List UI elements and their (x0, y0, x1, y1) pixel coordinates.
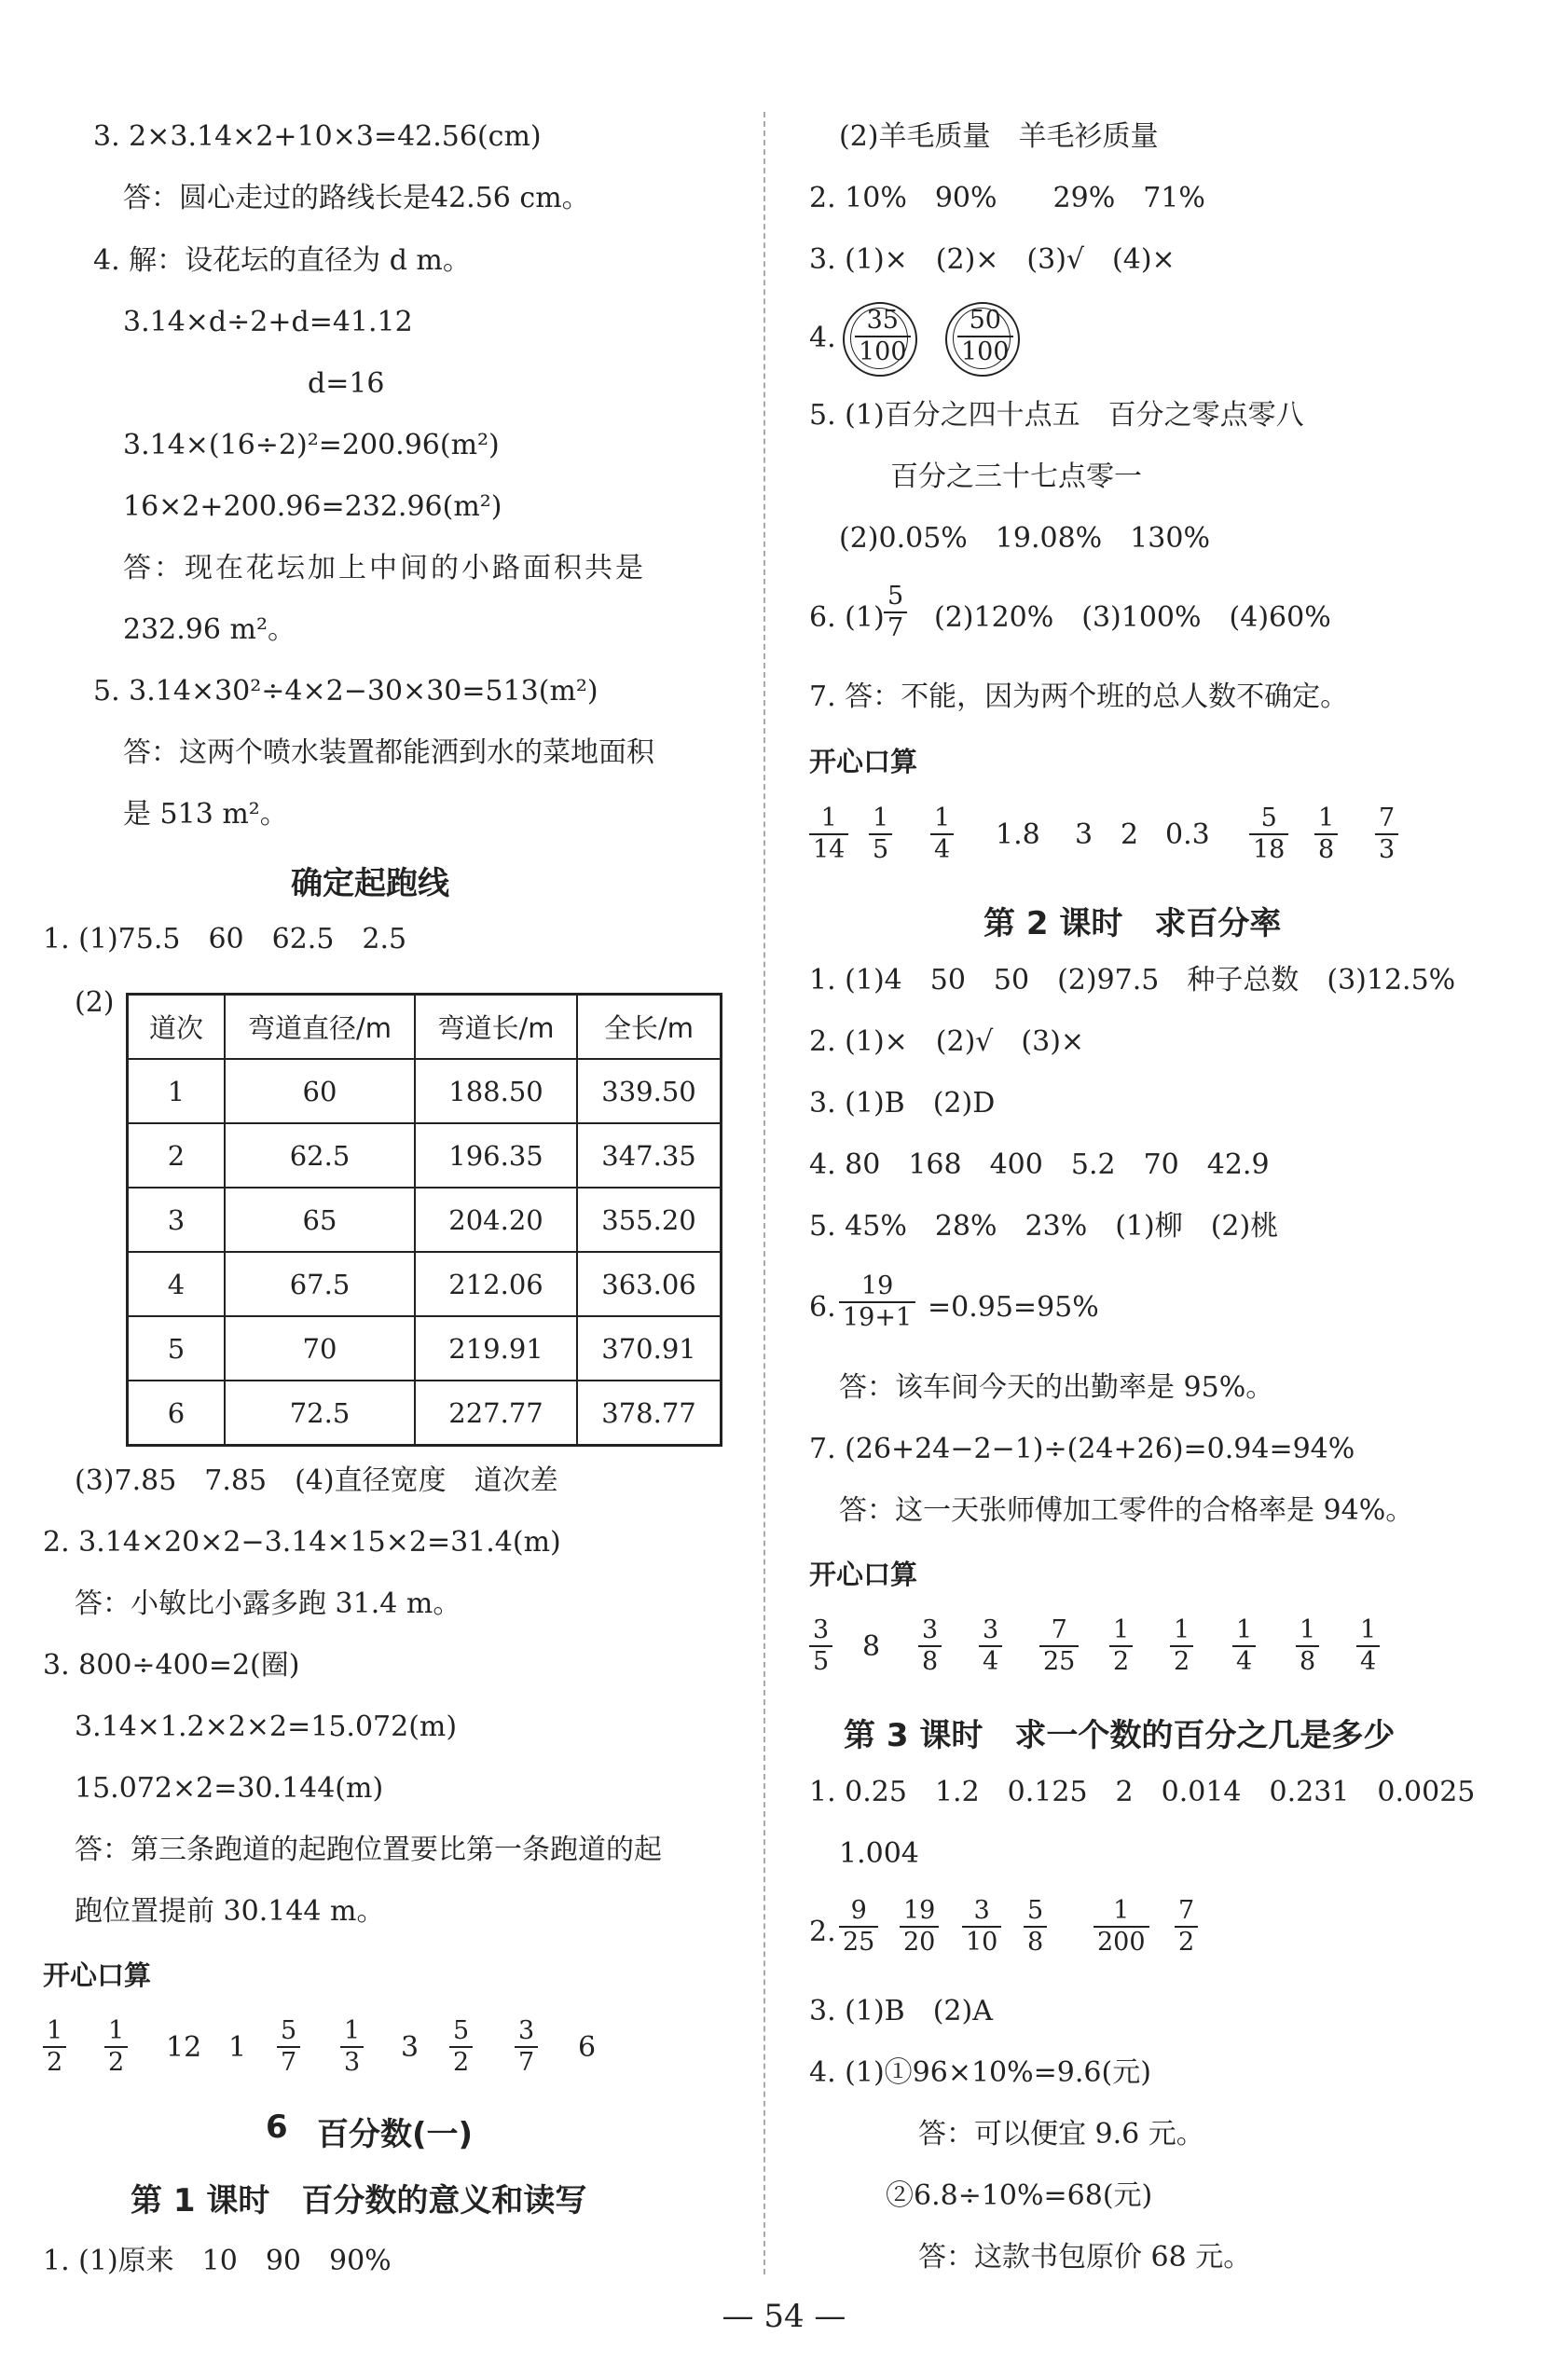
table-row (128, 1316, 722, 1381)
number: 6 (578, 2031, 597, 2064)
number: 2 (1121, 818, 1139, 851)
table-cell: 62.5 (225, 1123, 415, 1188)
fraction: $\frac{1}{200}$ (1093, 1896, 1149, 1958)
table-cell: 227.77 (415, 1381, 577, 1446)
table-cell: 363.06 (577, 1252, 722, 1316)
table-cell: 219.91 (415, 1316, 577, 1381)
table-cell: 4 (128, 1252, 226, 1316)
s6-prefix: 6. (809, 1291, 836, 1324)
left-line-7: 16×2+200.96=232.96(m²) (123, 490, 502, 523)
chapter-title: 百分数(一) (317, 2116, 474, 2153)
t1-line: 1. 0.25 1.2 0.125 2 0.014 0.231 0.0025 (809, 1776, 1476, 1808)
fraction: $\frac{1}{4}$ (930, 804, 954, 865)
s6-rest: =0.95=95% (928, 1291, 1099, 1324)
right-line-2: 2. 10% 90% 29% 71% (809, 182, 1205, 214)
s7-answer: 答：这一天张师傅加工零件的合格率是 94%。 (839, 1494, 1414, 1527)
fraction: $\frac{19}{19+1}$ (839, 1271, 915, 1333)
table-cell: 355.20 (577, 1188, 722, 1252)
q1-part2-label: (2) (75, 986, 115, 1019)
s5-line: 5. 45% 28% 23% (1)柳 (2)桃 (809, 1210, 1279, 1243)
mental-math-title: 开心口算 (809, 1559, 918, 1590)
fraction: $\frac{19}{20}$ (900, 1896, 939, 1958)
table-cell: 212.06 (415, 1252, 577, 1316)
track-table (126, 993, 722, 1447)
t4-line-2: ②6.8÷10%=68(元) (886, 2179, 1153, 2212)
q1-line: 1. (1)75.5 60 62.5 2.5 (43, 923, 407, 955)
table-cell: 204.20 (415, 1188, 577, 1252)
fraction: $\frac{5}{7}$ (277, 2016, 300, 2078)
table-cell: 3 (128, 1188, 226, 1252)
right-q5-line-3: (2)0.05% 19.08% 130% (839, 522, 1210, 555)
table-cell: 347.35 (577, 1123, 722, 1188)
left-line-2: 答：圆心走过的路线长是42.56 cm。 (123, 182, 590, 214)
page-number: — 54 — (722, 2298, 846, 2335)
lesson-3-title: 第 3 课时 求一个数的百分之几是多少 (844, 1717, 1396, 1754)
circled-fraction-value: $\frac{35}{100}$ (855, 306, 911, 367)
table-cell: 378.77 (577, 1381, 722, 1446)
table-cell: 370.91 (577, 1316, 722, 1381)
right-q6-prefix: 6. (1) (809, 601, 885, 634)
table-row (128, 1188, 722, 1252)
q3-line-3: 15.072×2=30.144(m) (75, 1772, 384, 1805)
number: 0.3 (1165, 818, 1210, 851)
fraction: $\frac{1}{2}$ (43, 2016, 66, 2078)
left-line-11: 答：这两个喷水装置都能洒到水的菜地面积 (123, 736, 654, 769)
circled-fraction-value: $\frac{50}{100}$ (957, 306, 1013, 367)
s1-line: 1. (1)4 50 50 (2)97.5 种子总数 (3)12.5% (809, 964, 1456, 996)
number: 3 (1075, 818, 1093, 851)
mental-math-title: 开心口算 (809, 746, 918, 777)
mental-math-title: 开心口算 (43, 1959, 152, 1991)
table-row (128, 1059, 722, 1123)
left-line-5: d=16 (308, 367, 385, 400)
table-cell: 6 (128, 1381, 226, 1446)
s7-line: 7. (26+24−2−1)÷(24+26)=0.94=94% (809, 1433, 1355, 1465)
t1-line-2: 1.004 (839, 1837, 919, 1870)
left-line-9: 232.96 m²。 (123, 613, 296, 646)
table-cell: 70 (225, 1316, 415, 1381)
lesson-1-title: 第 1 课时 百分数的意义和读写 (131, 2182, 587, 2219)
fraction: $\frac{5}{7}$ (884, 582, 907, 643)
table-cell: 60 (225, 1059, 415, 1123)
left-line-1: 3. 2×3.14×2+10×3=42.56(cm) (93, 120, 542, 153)
fraction: $\frac{1}{4}$ (1232, 1615, 1256, 1677)
fraction: $\frac{1}{3}$ (340, 2016, 364, 2078)
fraction: $\frac{5}{18}$ (1249, 804, 1288, 865)
table-cell: 5 (128, 1316, 226, 1381)
number: 12 (166, 2031, 202, 2064)
table-cell: 339.50 (577, 1059, 722, 1123)
table-cell: 65 (225, 1188, 415, 1252)
left-line-3: 4. 解：设花坛的直径为 d m。 (93, 244, 471, 277)
lesson-2-title: 第 2 课时 求百分率 (983, 905, 1282, 942)
fraction: $\frac{7}{3}$ (1375, 804, 1398, 865)
table-row (128, 1123, 722, 1188)
fraction: $\frac{1}{2}$ (1109, 1615, 1133, 1677)
table-header: 全长/m (577, 995, 722, 1060)
fraction: $\frac{9}{25}$ (839, 1896, 878, 1958)
right-line-3: 3. (1)× (2)× (3)√ (4)× (809, 243, 1176, 276)
t4-answer-2: 答：这款书包原价 68 元。 (918, 2241, 1252, 2274)
table-cell: 67.5 (225, 1252, 415, 1316)
fraction: $\frac{1}{5}$ (869, 804, 892, 865)
table-header: 弯道直径/m (225, 995, 415, 1060)
table-header: 弯道长/m (415, 995, 577, 1060)
q3-line-5: 跑位置提前 30.144 m。 (75, 1895, 385, 1928)
left-line-6: 3.14×(16÷2)²=200.96(m²) (123, 429, 500, 461)
q2-line: 2. 3.14×20×2−3.14×15×2=31.4(m) (43, 1526, 561, 1559)
fraction: $\frac{1}{8}$ (1314, 804, 1338, 865)
number: 1 (228, 2031, 247, 2064)
right-q7: 7. 答：不能，因为两个班的总人数不确定。 (809, 680, 1349, 713)
fraction: $\frac{7}{2}$ (1175, 1896, 1198, 1958)
table-row (128, 1381, 722, 1446)
s4-line: 4. 80 168 400 5.2 70 42.9 (809, 1148, 1270, 1181)
fraction: $\frac{3}{10}$ (962, 1896, 1001, 1958)
fraction: $\frac{1}{4}$ (1356, 1615, 1380, 1677)
left-line-8: 答：现在花坛加上中间的小路面积共是 (123, 552, 646, 584)
table-cell: 2 (128, 1123, 226, 1188)
t4-answer-1: 答：可以便宜 9.6 元。 (918, 2118, 1204, 2150)
table-cell: 72.5 (225, 1381, 415, 1446)
table-cell: 196.35 (415, 1123, 577, 1188)
fraction: $\frac{5}{8}$ (1024, 1896, 1047, 1958)
left-last-line: 1. (1)原来 10 90 90% (43, 2245, 392, 2277)
left-line-10: 5. 3.14×30²÷4×2−30×30=513(m²) (93, 675, 598, 708)
q1-part3: (3)7.85 7.85 (4)直径宽度 道次差 (75, 1464, 558, 1497)
fraction: $\frac{1}{2}$ (104, 2016, 128, 2078)
fraction: $\frac{1}{14}$ (809, 804, 848, 865)
t2-label: 2. (809, 1916, 836, 1948)
q3-line: 3. 800÷400=2(圈) (43, 1649, 300, 1682)
fraction: $\frac{5}{2}$ (449, 2016, 473, 2078)
q2-answer: 答：小敏比小露多跑 31.4 m。 (75, 1587, 461, 1620)
s6-answer: 答：该车间今天的出勤率是 95%。 (839, 1371, 1274, 1404)
column-divider (763, 112, 765, 2274)
number: 1.8 (996, 818, 1040, 851)
fraction: $\frac{7}{25}$ (1039, 1615, 1079, 1677)
fraction: $\frac{1}{2}$ (1170, 1615, 1193, 1677)
fraction: $\frac{3}{4}$ (979, 1615, 1002, 1677)
right-q5-line-2: 百分之三十七点零一 (890, 460, 1142, 493)
q3-line-4: 答：第三条跑道的起跑位置要比第一条跑道的起 (75, 1834, 662, 1866)
table-cell: 1 (128, 1059, 226, 1123)
number: 8 (862, 1630, 881, 1663)
table-cell: 188.50 (415, 1059, 577, 1123)
left-line-4: 3.14×d÷2+d=41.12 (123, 306, 413, 338)
fraction: $\frac{3}{7}$ (515, 2016, 538, 2078)
s2-line: 2. (1)× (2)√ (3)× (809, 1025, 1085, 1058)
fraction: $\frac{3}{5}$ (809, 1615, 832, 1677)
right-line-1: (2)羊毛质量 羊毛衫质量 (839, 120, 1159, 153)
t4-line: 4. (1)①96×10%=9.6(元) (809, 2056, 1151, 2089)
fraction: $\frac{3}{8}$ (918, 1615, 942, 1677)
t3-line: 3. (1)B (2)A (809, 1995, 993, 2027)
right-q5-line-1: 5. (1)百分之四十点五 百分之零点零八 (809, 399, 1304, 432)
fraction: $\frac{1}{8}$ (1296, 1615, 1319, 1677)
number: 3 (401, 2031, 420, 2064)
section-title: 确定起跑线 (291, 865, 449, 902)
chapter-number: 6 (266, 2109, 288, 2146)
left-line-12: 是 513 m²。 (123, 798, 288, 831)
right-q4-label: 4. (809, 322, 836, 354)
s3-line: 3. (1)B (2)D (809, 1087, 996, 1120)
q3-line-2: 3.14×1.2×2×2=15.072(m) (75, 1711, 458, 1743)
right-q6-rest: (2)120% (3)100% (4)60% (934, 601, 1331, 634)
table-row (128, 1252, 722, 1316)
table-header: 道次 (128, 995, 226, 1060)
